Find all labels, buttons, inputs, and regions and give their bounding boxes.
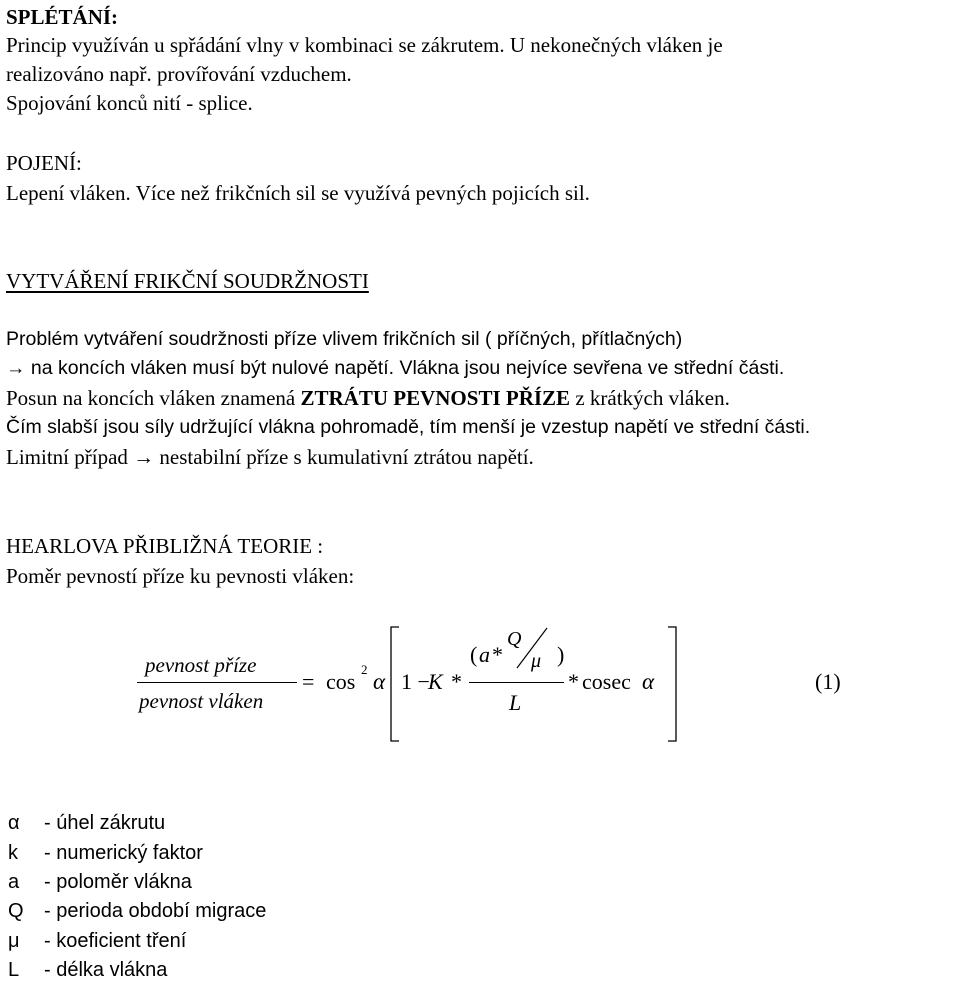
legend-text: - poloměr vlákna — [44, 871, 192, 893]
soudrznost-text-2-body: na koncích vláken musí být nulové napětí. Vlákna jsou nejvíce sevřena ve střední části. — [25, 357, 785, 379]
hearl-heading: HEARLOVA PŘIBLIŽNÁ TEORIE : — [6, 534, 324, 558]
soudrznost-text-5-post: nestabilní příze s kumulativní ztrátou napětí. — [154, 445, 534, 469]
legend-text: - numerický faktor — [44, 842, 203, 864]
spletani-text-1: Princip využíván u spřádání vlny v kombinaci se zákrutem. U nekonečných vláken je — [6, 33, 723, 57]
hearl-formula — [0, 620, 960, 750]
soudrznost-text-4: Čím slabší jsou síly udržující vlákna pohromadě, tím menší je vzestup napětí ve střední části. — [6, 416, 811, 438]
close-paren: ) — [557, 642, 565, 667]
arrow-icon: → — [6, 357, 26, 379]
multiply-sign: * — [451, 669, 462, 694]
legend-item — [8, 929, 186, 953]
legend-symbol: k — [8, 842, 18, 864]
soudrznost-text-5-pre: Limitní případ — [6, 445, 134, 469]
l-symbol: L — [509, 690, 522, 715]
soudrznost-text-5 — [6, 444, 534, 470]
spletani-text-2: realizováno např. provířování vzduchem. — [6, 62, 352, 86]
multiply-sign-2: * — [568, 669, 579, 694]
alpha-symbol-2: α — [642, 669, 655, 694]
spletani-text-3: Spojování konců nití - splice. — [6, 91, 253, 115]
spletani-heading: SPLÉTÁNÍ: — [6, 5, 119, 29]
alpha-symbol: α — [373, 669, 386, 694]
cos-function: cos — [326, 669, 356, 694]
soudrznost-heading: VYTVÁŘENÍ FRIKČNÍ SOUDRŽNOSTI — [6, 269, 369, 293]
inner-multiply-sign: * — [492, 642, 503, 667]
a-symbol: a — [479, 642, 490, 667]
pojeni-heading: POJENÍ: — [6, 151, 82, 175]
legend-item — [8, 841, 203, 865]
lhs-fraction-bar — [137, 682, 297, 683]
soudrznost-text-3-pre: Posun na koncích vláken znamená — [6, 386, 301, 410]
k-factor: K — [428, 669, 443, 694]
arrow-icon: → — [133, 445, 155, 469]
legend-text: - délka vlákna — [44, 959, 168, 981]
legend-symbol: Q — [8, 900, 24, 922]
soudrznost-text-3-post: z krátkých vláken. — [570, 386, 730, 410]
soudrznost-text-1: Problém vytváření soudržnosti příze vlivem frikčních sil ( příčných, přítlačných) — [6, 328, 683, 350]
one-minus: 1 − — [401, 669, 430, 694]
legend-item — [8, 811, 165, 835]
hearl-text-1: Poměr pevností příze ku pevnosti vláken: — [6, 564, 355, 588]
inner-fraction-bar — [469, 682, 564, 683]
cos-exponent: 2 — [361, 662, 368, 677]
legend-text: - úhel zákrutu — [44, 812, 166, 834]
legend-text: - koeficient tření — [44, 930, 187, 952]
soudrznost-emphasis: ZTRÁTU PEVNOSTI PŘÍZE — [300, 386, 571, 410]
legend-text: - perioda období migrace — [44, 900, 267, 922]
open-paren: ( — [470, 642, 478, 667]
legend-symbol: α — [8, 812, 20, 834]
q-symbol: Q — [507, 628, 522, 650]
legend-symbol: a — [8, 871, 20, 893]
legend-symbol: L — [8, 959, 20, 981]
soudrznost-text-3 — [6, 385, 730, 411]
lhs-numerator: pevnost příze — [145, 653, 257, 677]
equals-sign: = — [302, 669, 315, 694]
pojeni-text-1: Lepení vláken. Více než frikčních sil se využívá pevných pojicích sil. — [6, 181, 590, 205]
legend-item — [8, 870, 192, 894]
legend-symbol: μ — [8, 930, 20, 952]
legend-item — [8, 899, 266, 923]
lhs-denominator: pevnost vláken — [139, 689, 264, 713]
cosec-function: cosec — [582, 669, 631, 694]
soudrznost-text-2 — [6, 355, 784, 381]
equation-number: (1) — [815, 669, 841, 694]
mu-symbol: μ — [531, 650, 542, 672]
legend-item — [8, 958, 167, 982]
